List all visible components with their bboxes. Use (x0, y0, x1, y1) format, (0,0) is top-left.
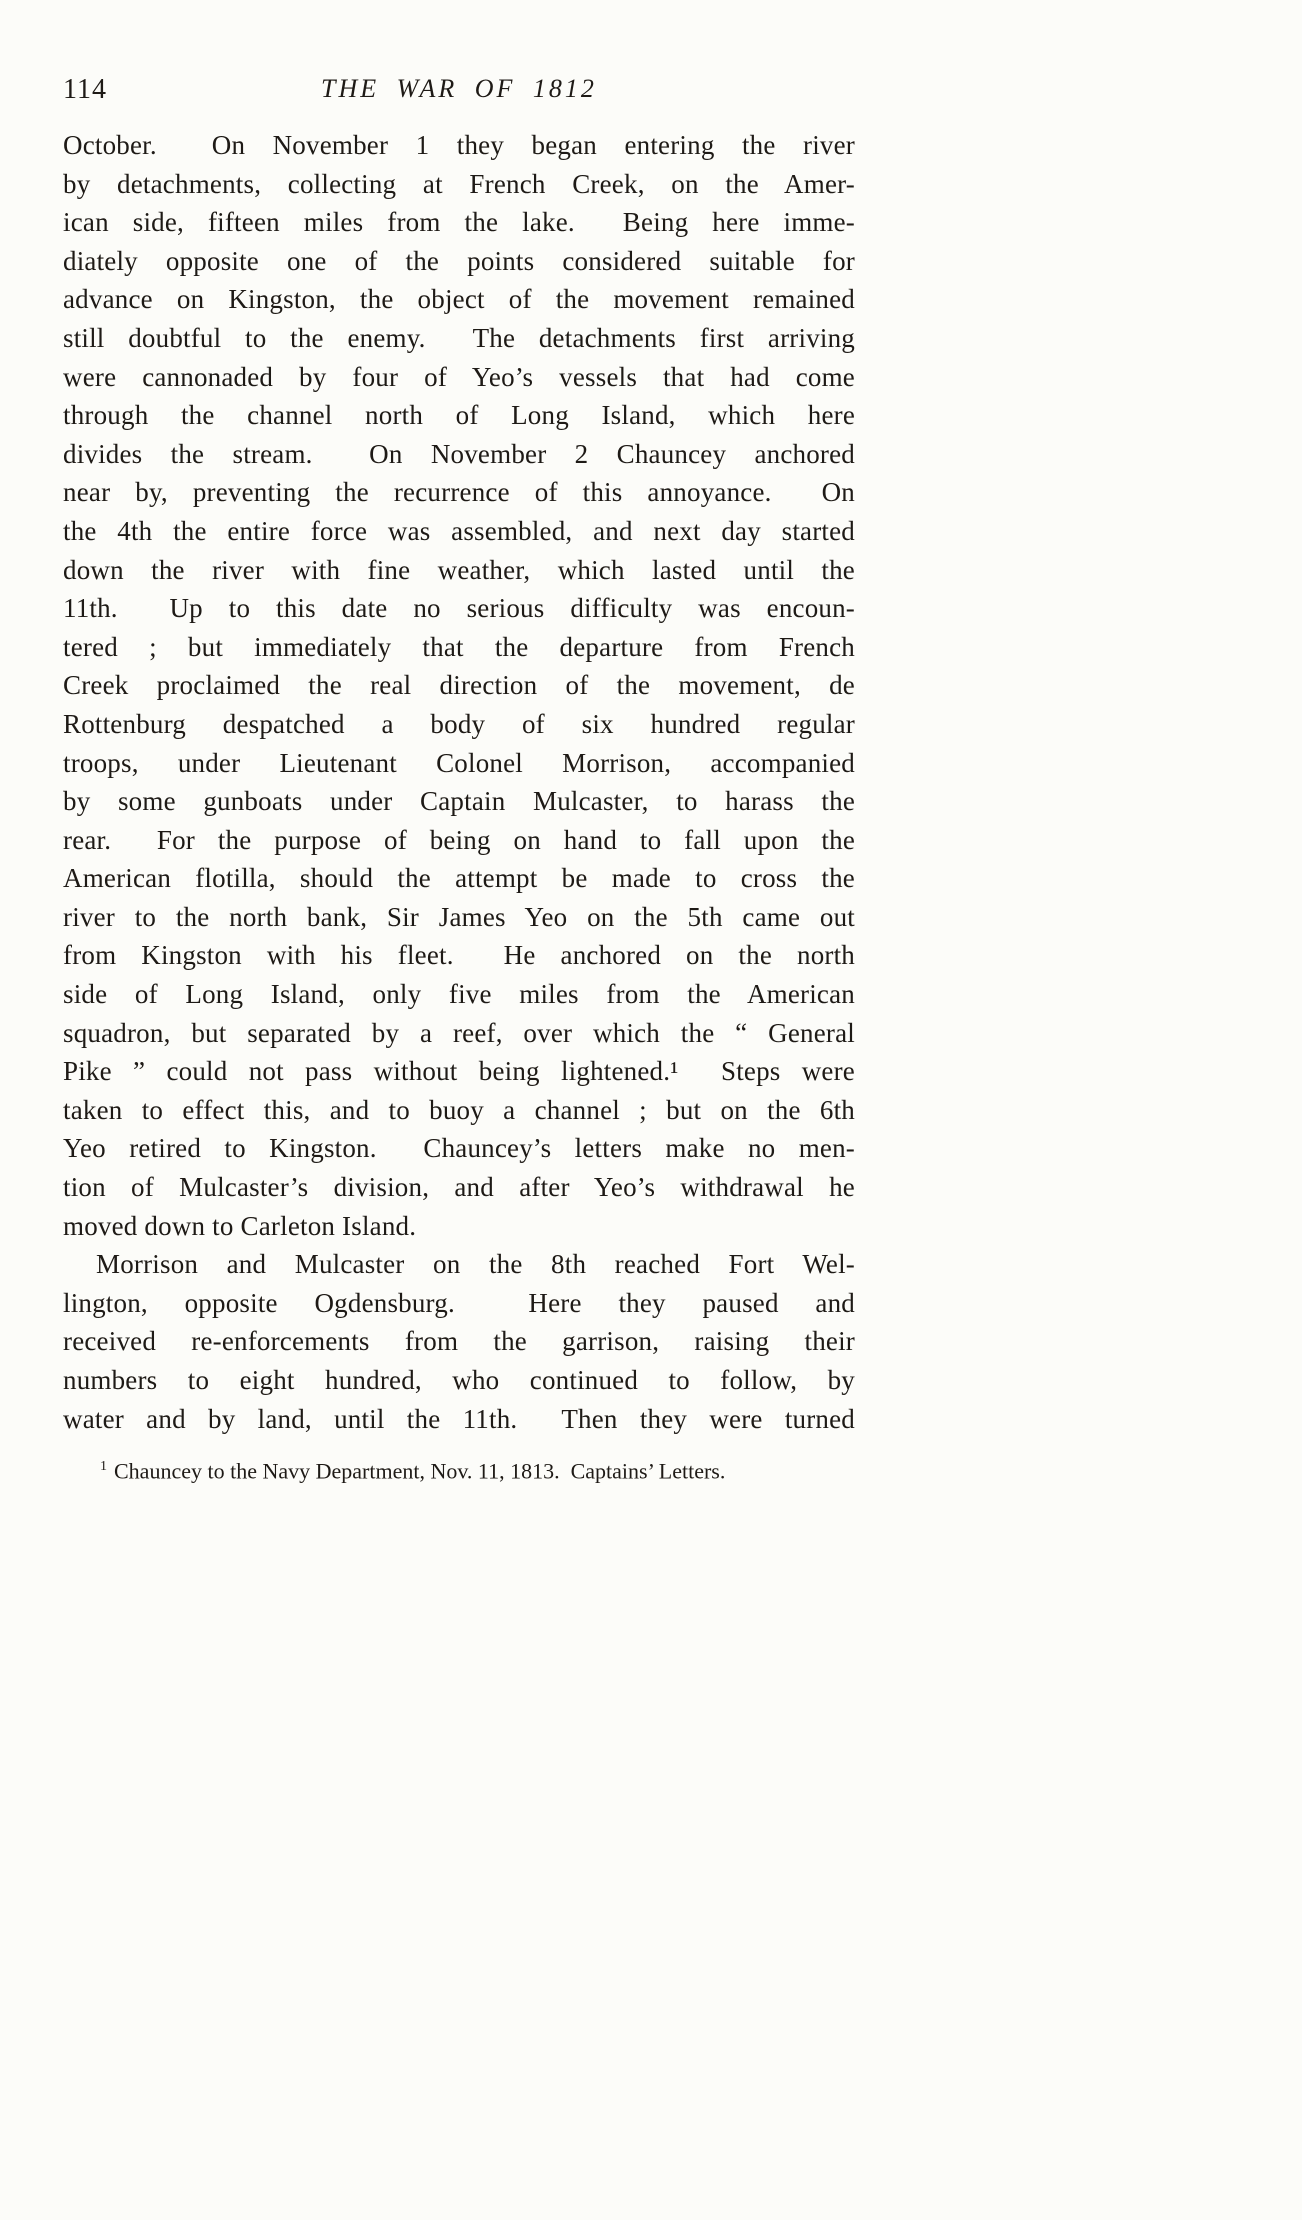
text-line: received re-enforcements from the garrison, raising their (63, 1326, 855, 1357)
page-number: 114 (63, 74, 107, 105)
text-line: through the channel north of Long Island, which here (63, 400, 855, 431)
running-head: THE WAR OF 1812 (321, 74, 597, 103)
text-line: Yeo retired to Kingston. Chauncey’s letters make no men- (63, 1133, 855, 1164)
text-line: river to the north bank, Sir James Yeo on the 5th came out (63, 901, 855, 932)
text-line: diately opposite one of the points considered suitable for (63, 245, 855, 276)
text-line: were cannonaded by four of Yeo’s vessels that had come (63, 361, 855, 392)
text-line: side of Long Island, only five miles from the American (63, 979, 855, 1010)
text-line: rear. For the purpose of being on hand to fall upon the (63, 824, 855, 855)
text-line: tered ; but immediately that the departure from French (63, 631, 855, 662)
text-line: the 4th the entire force was assembled, and next day started (63, 515, 855, 546)
text-line: advance on Kingston, the object of the movement remained (63, 284, 855, 315)
text-line: by detachments, collecting at French Creek, on the Amer- (63, 168, 855, 199)
text-line: divides the stream. On November 2 Chauncey anchored (63, 438, 855, 469)
text-line: by some gunboats under Captain Mulcaster, to harass the (63, 786, 855, 817)
text-line: ican side, fifteen miles from the lake. Being here imme- (63, 207, 855, 238)
text-line: water and by land, until the 11th. Then they were turned (63, 1403, 855, 1434)
text-line: troops, under Lieutenant Colonel Morrison, accompanied (63, 747, 855, 778)
paragraph (63, 126, 855, 1245)
text-line: numbers to eight hundred, who continued to follow, by (63, 1365, 855, 1395)
text-line: still doubtful to the enemy. The detachments first arriving (63, 322, 855, 353)
text-line: Rottenburg despatched a body of six hundred regular (63, 708, 855, 739)
text-line: near by, preventing the recurrence of this annoyance. On (63, 477, 855, 508)
footnote-text: Chauncey to the Navy Department, Nov. 11, 1813. Captains’ Letters. (114, 1458, 726, 1484)
text-line: squadron, but separated by a reef, over which the “ General (63, 1017, 855, 1048)
footnote (63, 1452, 855, 1486)
text-line: 11th. Up to this date no serious difficulty was encoun- (63, 593, 855, 624)
footnote-marker: 1 (100, 1459, 107, 1475)
text-line: down the river with fine weather, which lasted until the (63, 554, 855, 585)
text-line: tion of Mulcaster’s division, and after Yeo’s withdrawal he (63, 1172, 855, 1203)
paragraph (63, 1245, 855, 1438)
text-line: Creek proclaimed the real direction of the movement, de (63, 670, 855, 701)
page-header (63, 72, 855, 112)
text-line: American flotilla, should the attempt be made to cross the (63, 863, 855, 894)
text-line: taken to effect this, and to buoy a channel ; but on the 6th (63, 1094, 855, 1125)
text-line: October. On November 1 they began entering the river (63, 130, 855, 160)
text-line: Pike ” could not pass without being lightened.¹ Steps were (63, 1056, 855, 1087)
text-column (63, 126, 855, 1487)
text-line: Morrison and Mulcaster on the 8th reached Fort Wel- (96, 1249, 855, 1280)
text-line: moved down to Carleton Island. (63, 1210, 417, 1241)
page-body (63, 126, 855, 1438)
text-line: from Kingston with his fleet. He anchored on the north (63, 940, 855, 971)
text-line: lington, opposite Ogdensburg. Here they paused and (63, 1287, 855, 1318)
